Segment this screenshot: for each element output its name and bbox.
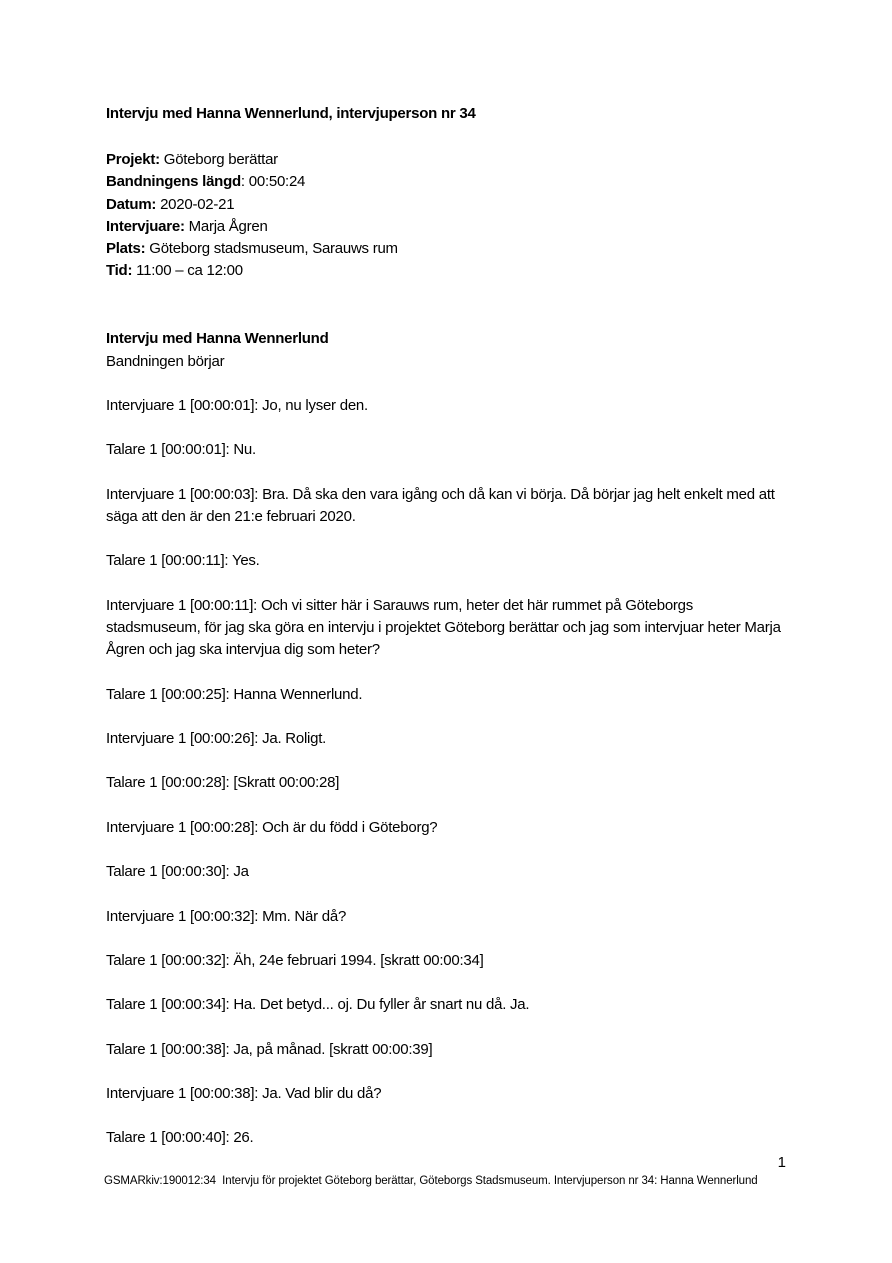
page-number: 1: [777, 1154, 786, 1171]
meta-row: [106, 260, 790, 282]
section-subheading: Bandningen börjar: [106, 352, 225, 370]
transcript-paragraph: Intervjuare 1 [00:00:38]: Ja. Vad blir du då?: [106, 1085, 382, 1103]
meta-value: : 00:50:24: [240, 173, 306, 191]
section-heading: Intervju med Hanna Wennerlund: [106, 330, 329, 348]
transcript-paragraph: Talare 1 [00:00:38]: Ja, på månad. [skratt 00:00:39]: [106, 1040, 433, 1058]
transcript-paragraph: Intervjuare 1 [00:00:01]: Jo, nu lyser den.: [106, 397, 368, 415]
transcript-paragraph: Intervjuare 1 [00:00:26]: Ja. Roligt.: [106, 729, 327, 747]
meta-label: Intervjuare:: [106, 217, 185, 235]
transcript-paragraph: Intervjuare 1 [00:00:32]: Mm. När då?: [106, 907, 347, 925]
meta-label: Bandningens längd: [106, 173, 241, 191]
transcript-paragraph: Intervjuare 1 [00:00:03]: Bra. Då ska den vara igång och då kan vi börja. Då börjar jag helt enkelt med att säga att den är den 21:e februari 2020.: [106, 485, 779, 525]
transcript-paragraph: Intervjuare 1 [00:00:28]: Och är du född i Göteborg?: [106, 818, 438, 836]
meta-label: Projekt:: [106, 151, 160, 169]
transcript-paragraph: Talare 1 [00:00:25]: Hanna Wennerlund.: [106, 685, 363, 703]
meta-value: 2020-02-21: [156, 195, 235, 213]
meta-label: Plats:: [106, 240, 146, 258]
meta-value: Göteborg stadsmuseum, Sarauws rum: [145, 240, 398, 258]
transcript-paragraph: Intervjuare 1 [00:00:11]: Och vi sitter här i Sarauws rum, heter det här rummet på Göteborgs stadsmuseum, för jag ska göra en intervju i projektet Göteborg berättar och jag som intervjuar heter Marja Ågren och jag ska intervjua dig som heter?: [106, 596, 785, 659]
meta-row: [106, 149, 790, 171]
transcript-paragraph: Talare 1 [00:00:01]: Nu.: [106, 441, 256, 459]
transcript-paragraph: Talare 1 [00:00:30]: Ja: [106, 863, 249, 881]
meta-row: [106, 216, 790, 238]
meta-label: Datum:: [106, 195, 157, 213]
transcript-paragraph: Talare 1 [00:00:32]: Äh, 24e februari 1994. [skratt 00:00:34]: [106, 951, 484, 969]
transcript: [106, 395, 790, 1150]
meta-value: Göteborg berättar: [159, 151, 278, 169]
footer-note: GSMARkiv:190012:34 Intervju för projektet Göteborg berättar, Göteborgs Stadsmuseum. Intervjuperson nr 34: Hanna Wennerlund: [104, 1175, 758, 1187]
document-title: Intervju med Hanna Wennerlund, intervjuperson nr 34: [106, 105, 476, 122]
transcript-paragraph: Talare 1 [00:00:28]: [Skratt 00:00:28]: [106, 774, 340, 792]
meta-row: [106, 194, 790, 216]
transcript-paragraph: Talare 1 [00:00:40]: 26.: [106, 1129, 254, 1147]
meta-value: Marja Ågren: [184, 217, 268, 235]
meta-label: Tid:: [106, 262, 133, 280]
document-content: [106, 103, 790, 1172]
meta-block: [106, 149, 790, 282]
transcript-paragraph: Talare 1 [00:00:34]: Ha. Det betyd... oj. Du fyller år snart nu då. Ja.: [106, 996, 530, 1014]
meta-row: [106, 171, 790, 193]
transcript-paragraph: Talare 1 [00:00:11]: Yes.: [106, 552, 260, 570]
meta-value: 11:00 – ca 12:00: [132, 262, 243, 280]
meta-row: [106, 238, 790, 260]
